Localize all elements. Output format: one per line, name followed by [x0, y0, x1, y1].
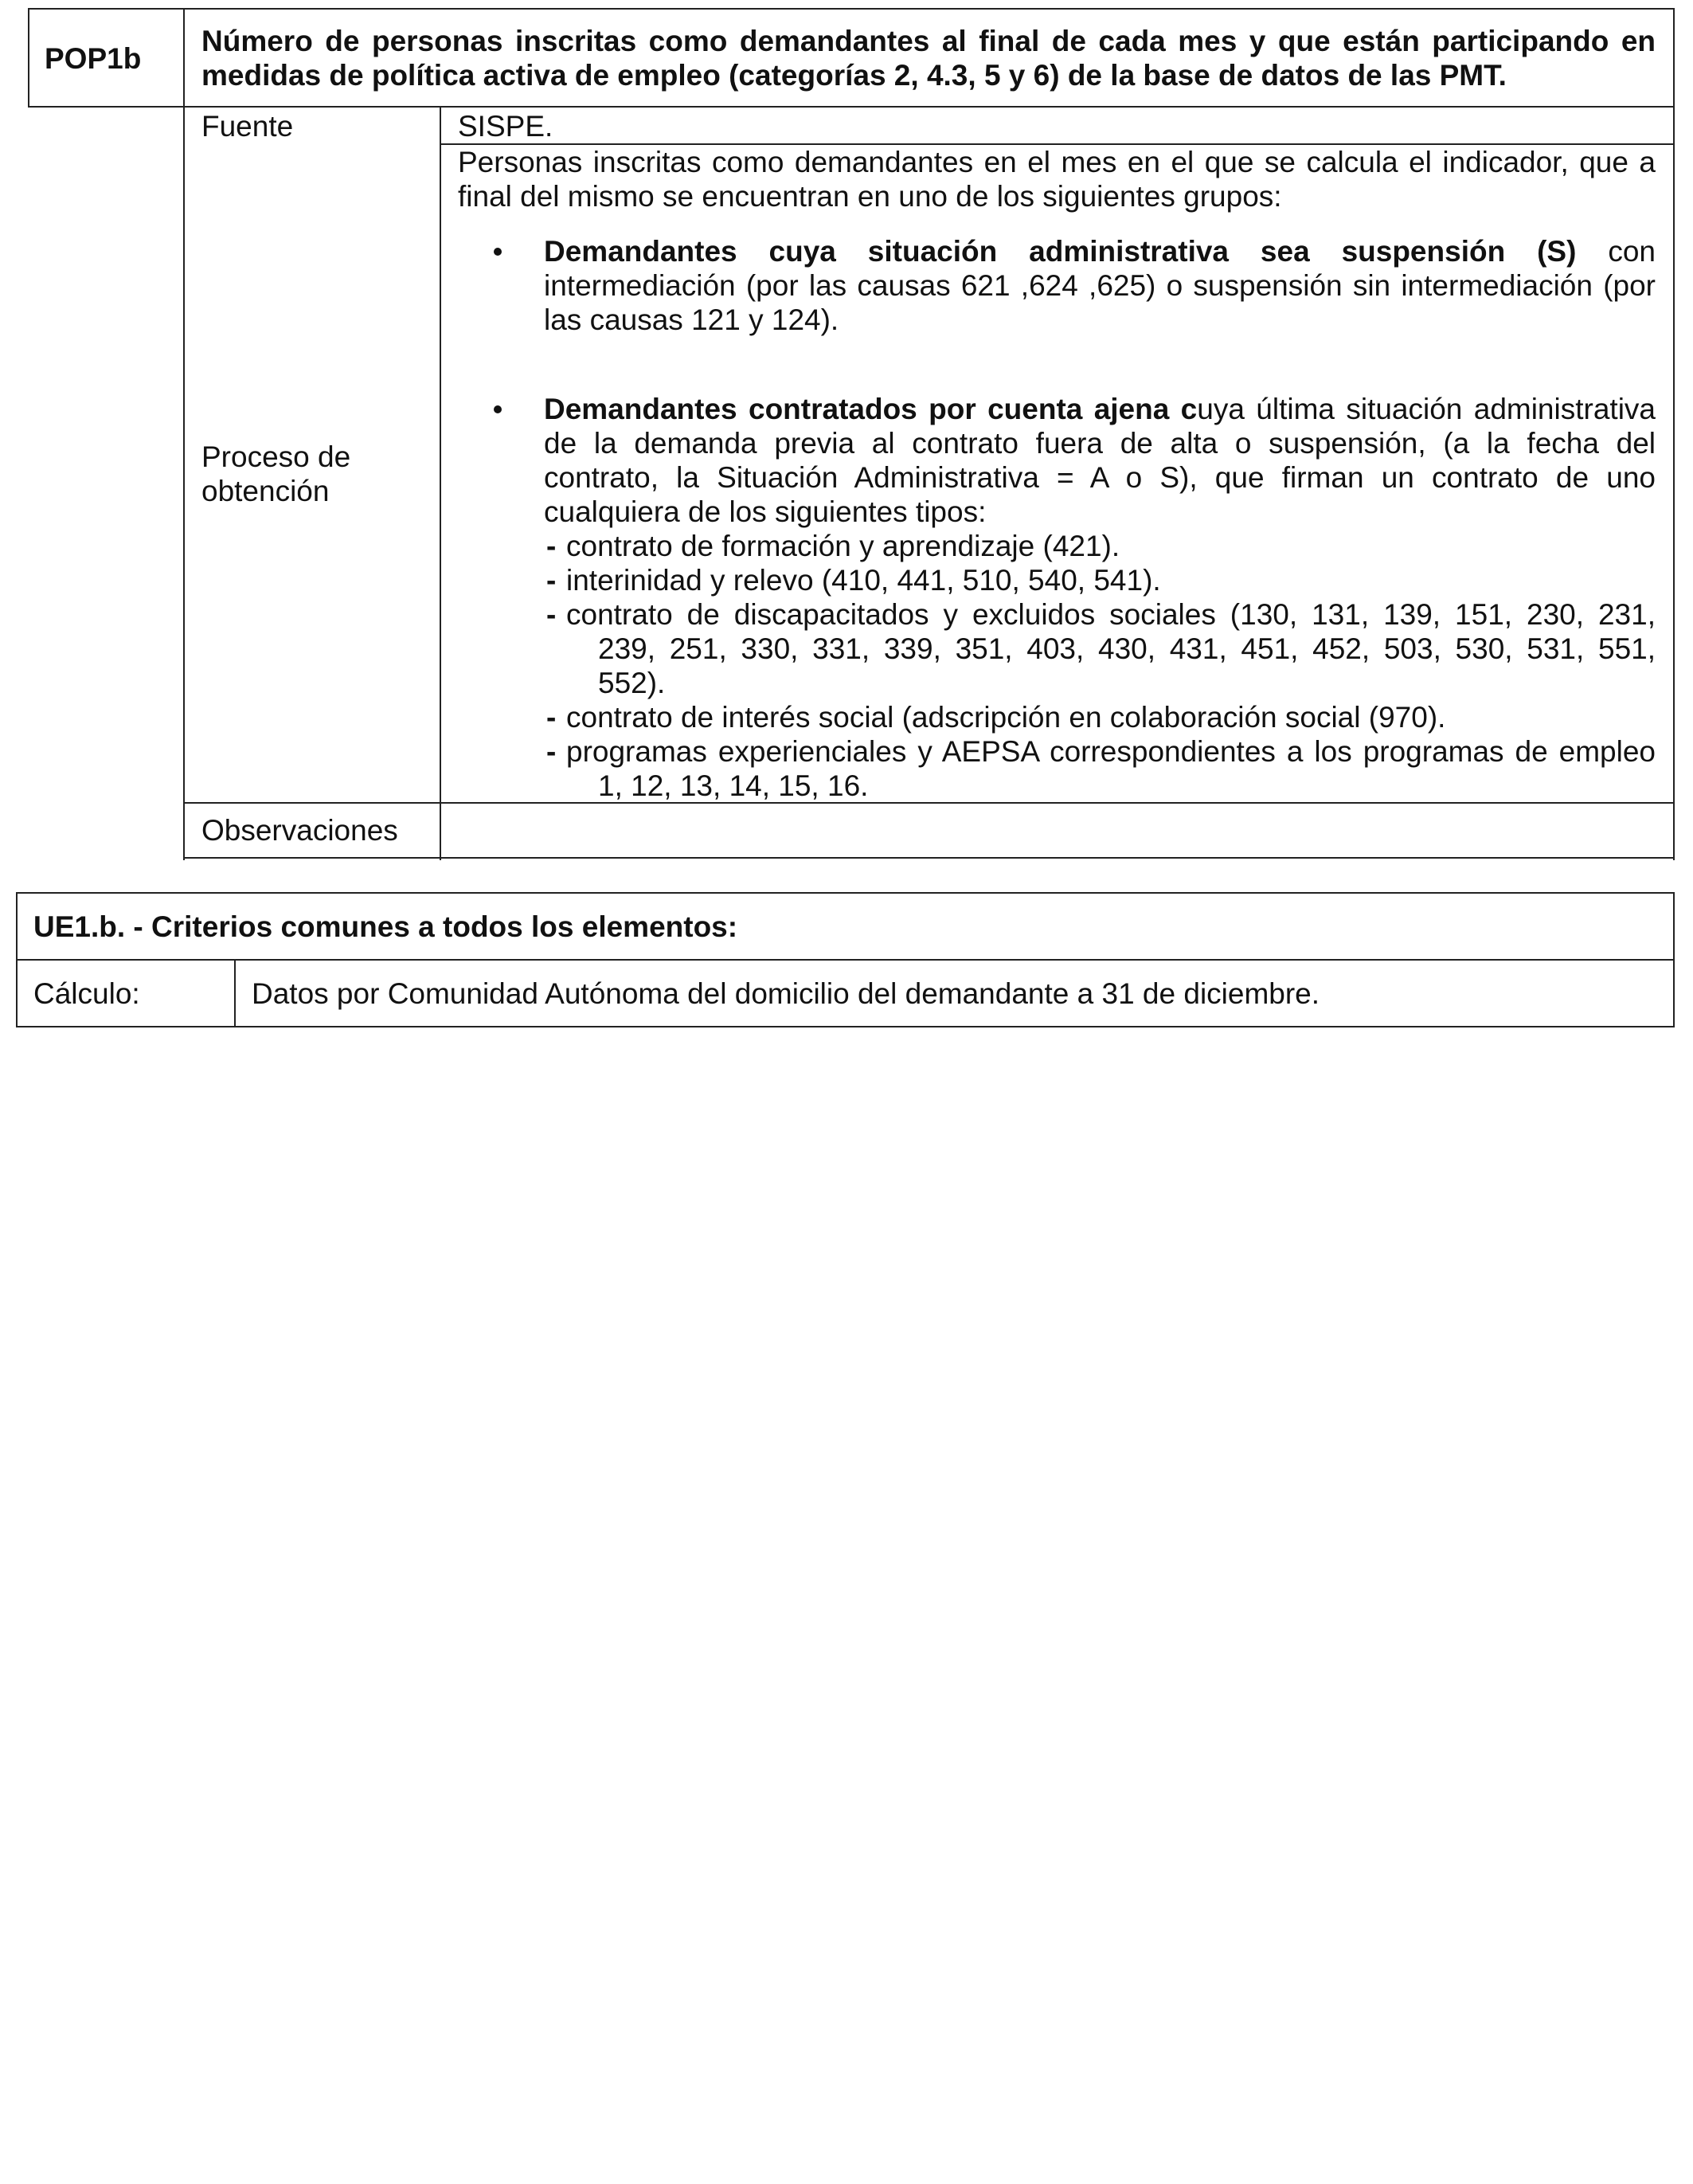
bullet2-line-2: de la demanda previa al contrato fuera de alta o suspensión, (a la fecha del [544, 427, 1656, 460]
dash-item-4: contrato de interés social (adscripción en colaboración social (970). [566, 701, 1446, 734]
bullet1-bold: Demandantes cuya situación administrativa sea suspensión (S) [544, 235, 1577, 268]
ue-calc-value: Datos por Comunidad Autónoma del domicilio del demandante a 31 de diciembre. [252, 977, 1320, 1010]
dash-item-5-cont-1: 1, 12, 13, 14, 15, 16. [598, 769, 869, 802]
ue-row-separator [16, 959, 1675, 961]
dash-marker: - [546, 701, 557, 734]
indicator-code: POP1b [45, 42, 142, 75]
bullet2-line-1 [544, 392, 1656, 426]
header-divider [183, 8, 185, 108]
dash-marker: - [546, 598, 557, 631]
dash-item-3-cont-2: 552). [598, 667, 666, 699]
dash-marker: - [546, 530, 557, 562]
row-separator-proceso [183, 802, 1675, 804]
bullet2-rest: uya última situación administrativa [1197, 393, 1656, 425]
bullet1-line-2: intermediación (por las causas 621 ,624 ,625) o suspensión sin intermediación (por [544, 269, 1656, 302]
bullet-icon [494, 405, 502, 413]
dash-item-2: interinidad y relevo (410, 441, 510, 540, 541). [566, 564, 1161, 597]
bullet1-line-3: las causas 121 y 124). [544, 303, 839, 336]
dash-item-1: contrato de formación y aprendizaje (421). [566, 530, 1120, 562]
proceso-intro-line-1: Personas inscritas como demandantes en el mes en el que se calcula el indicador, que a [458, 146, 1656, 178]
proceso-label-line-2: obtención [201, 475, 330, 507]
dash-item-3-cont-1: 239, 251, 330, 331, 339, 351, 403, 430, 431, 451, 452, 503, 530, 531, 551, [598, 632, 1656, 665]
table-bottom-border [183, 857, 1675, 859]
bullet2-line-4: cualquiera de los siguientes tipos: [544, 495, 987, 528]
indicator-title-line-1: Número de personas inscritas como demandantes al final de cada mes y que están participando en [201, 25, 1656, 57]
bullet1-rest: con [1576, 235, 1656, 268]
ue-heading: UE1.b. - Criterios comunes a todos los elementos: [33, 910, 738, 943]
indicator-title-line-2: medidas de política activa de empleo (categorías 2, 4.3, 5 y 6) de la base de datos de las PMT. [201, 59, 1507, 92]
fuente-label: Fuente [201, 110, 294, 143]
fuente-value: SISPE. [458, 110, 553, 143]
proceso-label-line-1: Proceso de [201, 440, 351, 473]
label-column-divider [440, 108, 441, 860]
dash-marker: - [546, 735, 557, 768]
dash-item-5: programas experienciales y AEPSA correspondientes a los programas de empleo [566, 735, 1656, 768]
bullet1-line-1 [544, 234, 1656, 268]
ue-calc-label: Cálculo: [33, 977, 140, 1010]
body-left-border [183, 108, 185, 860]
ue-column-divider [234, 959, 236, 1027]
bullet2-line-3: contrato, la Situación Administrativa = A o S), que firman un contrato de uno [544, 461, 1656, 494]
bullet2-bold: Demandantes contratados por cuenta ajena c [544, 393, 1198, 425]
body-right-border [1673, 108, 1675, 860]
dash-marker: - [546, 564, 557, 597]
dash-item-3: contrato de discapacitados y excluidos sociales (130, 131, 139, 151, 230, 231, [566, 598, 1656, 631]
observaciones-label: Observaciones [201, 814, 398, 847]
bullet-icon [494, 248, 502, 256]
proceso-intro-line-2: final del mismo se encuentran en uno de los siguientes grupos: [458, 180, 1282, 213]
